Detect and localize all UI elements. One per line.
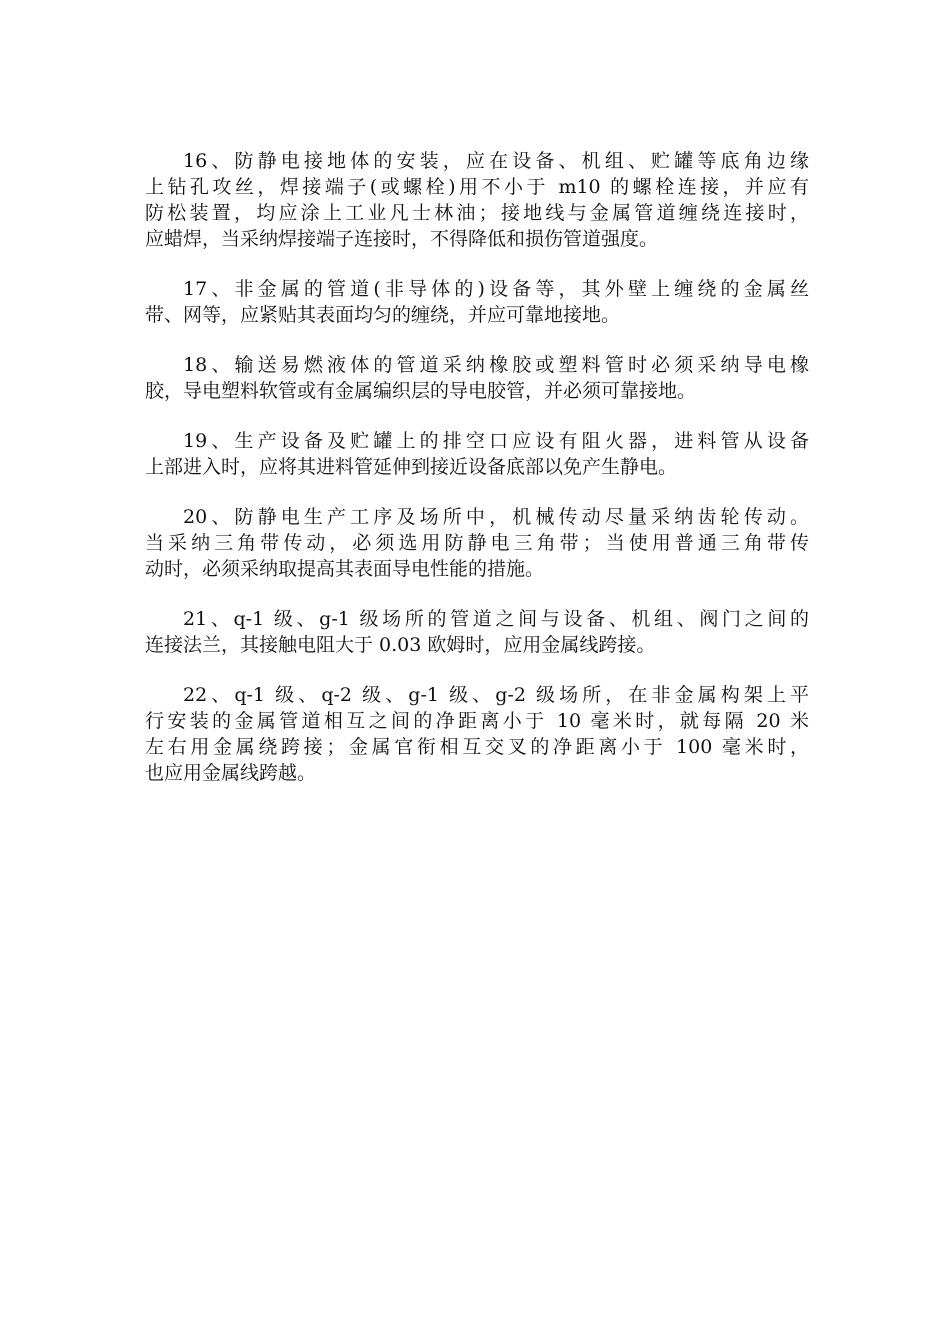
paragraph-line: 也应用金属线跨越。 (145, 762, 317, 784)
paragraph-line: 上钻孔攻丝，焊接端子(或螺栓)用不小于 m10 的螺栓连接，并应有 (145, 176, 809, 198)
paragraph-line: 21、q-1 级、g-1 级场所的管道之间与设备、机组、阀门之间的 (183, 608, 809, 630)
paragraph-18 (145, 352, 809, 404)
paragraph-line: 18、输送易燃液体的管道采纳橡胶或塑料管时必须采纳导电橡 (183, 354, 809, 376)
paragraph-line: 带、网等，应紧贴其表面均匀的缠绕，并应可靠地接地。 (145, 304, 621, 326)
paragraph-line: 动时，必须采纳取提高其表面导电性能的措施。 (145, 558, 545, 580)
paragraph-19 (145, 428, 809, 480)
paragraph-line: 左右用金属绕跨接；金属官衔相互交叉的净距离小于 100 毫米时， (145, 736, 809, 758)
paragraph-17 (145, 276, 809, 328)
paragraph-line: 上部进入时，应将其进料管延伸到接近设备底部以免产生静电。 (145, 456, 678, 478)
paragraph-22 (145, 682, 809, 786)
paragraph-line: 20、防静电生产工序及场所中，机械传动尽量采纳齿轮传动。 (183, 506, 809, 528)
paragraph-line: 行安装的金属管道相互之间的净距离小于 10 毫米时，就每隔 20 米 (145, 710, 809, 732)
paragraph-line: 22、q-1 级、q-2 级、g-1 级、g-2 级场所，在非金属构架上平 (183, 684, 809, 706)
paragraph-line: 连接法兰，其接触电阻大于 0.03 欧姆时，应用金属线跨接。 (145, 634, 656, 656)
paragraph-21 (145, 606, 809, 658)
document-body (145, 148, 809, 810)
paragraph-20 (145, 504, 809, 582)
paragraph-line: 19、生产设备及贮罐上的排空口应设有阻火器，进料管从设备 (183, 430, 809, 452)
paragraph-line: 防松装置，均应涂上工业凡士林油；接地线与金属管道缠绕连接时， (145, 202, 809, 224)
paragraph-line: 当采纳三角带传动，必须选用防静电三角带；当使用普通三角带传 (145, 532, 809, 554)
paragraph-line: 17、非金属的管道(非导体的)设备等，其外壁上缠绕的金属丝 (183, 278, 809, 300)
paragraph-line: 胶，导电塑料软管或有金属编织层的导电胶管，并必须可靠接地。 (145, 380, 697, 402)
paragraph-line: 应蜡焊，当采纳焊接端子连接时，不得降低和损伤管道强度。 (145, 228, 659, 250)
paragraph-16 (145, 148, 809, 252)
paragraph-line: 16、防静电接地体的安装，应在设备、机组、贮罐等底角边缘 (183, 150, 809, 172)
